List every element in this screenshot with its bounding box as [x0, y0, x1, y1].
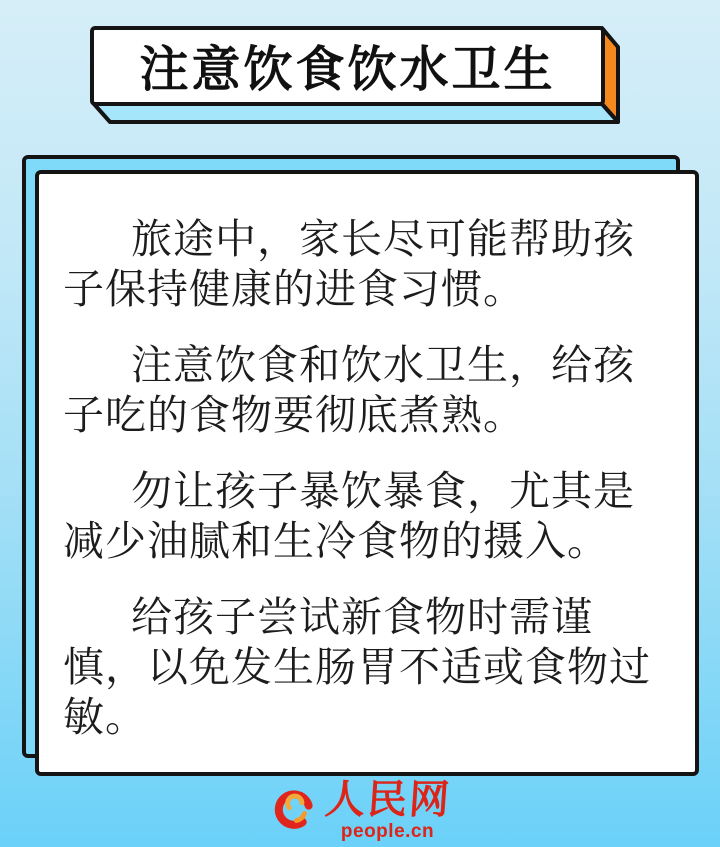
logo-text-block — [322, 778, 453, 842]
people-cn-swirl-icon — [270, 779, 318, 837]
paragraph-new-food-caution: 给孩子尝试新食物时需谨慎，以免发生肠胃不适或食物过敏。 — [63, 594, 651, 740]
banner-bottom-edge — [94, 104, 618, 122]
logo-domain-text: people.cn — [340, 821, 435, 842]
logo-chinese-name: 人民网 — [322, 778, 453, 822]
footer-logo — [0, 779, 720, 842]
paragraph-travel-eating-habits: 旅途中，家长尽可能帮助孩子保持健康的进食习惯。 — [63, 216, 635, 312]
paragraph-no-overeating: 勿让孩子暴饮暴食，尤其是减少油腻和生冷食物的摄入。 — [63, 468, 635, 564]
page-title: 注意饮食饮水卫生 — [139, 43, 556, 97]
paragraph-food-water-hygiene: 注意饮食和饮水卫生，给孩子吃的食物要彻底煮熟。 — [63, 342, 635, 438]
content-card — [35, 170, 699, 776]
